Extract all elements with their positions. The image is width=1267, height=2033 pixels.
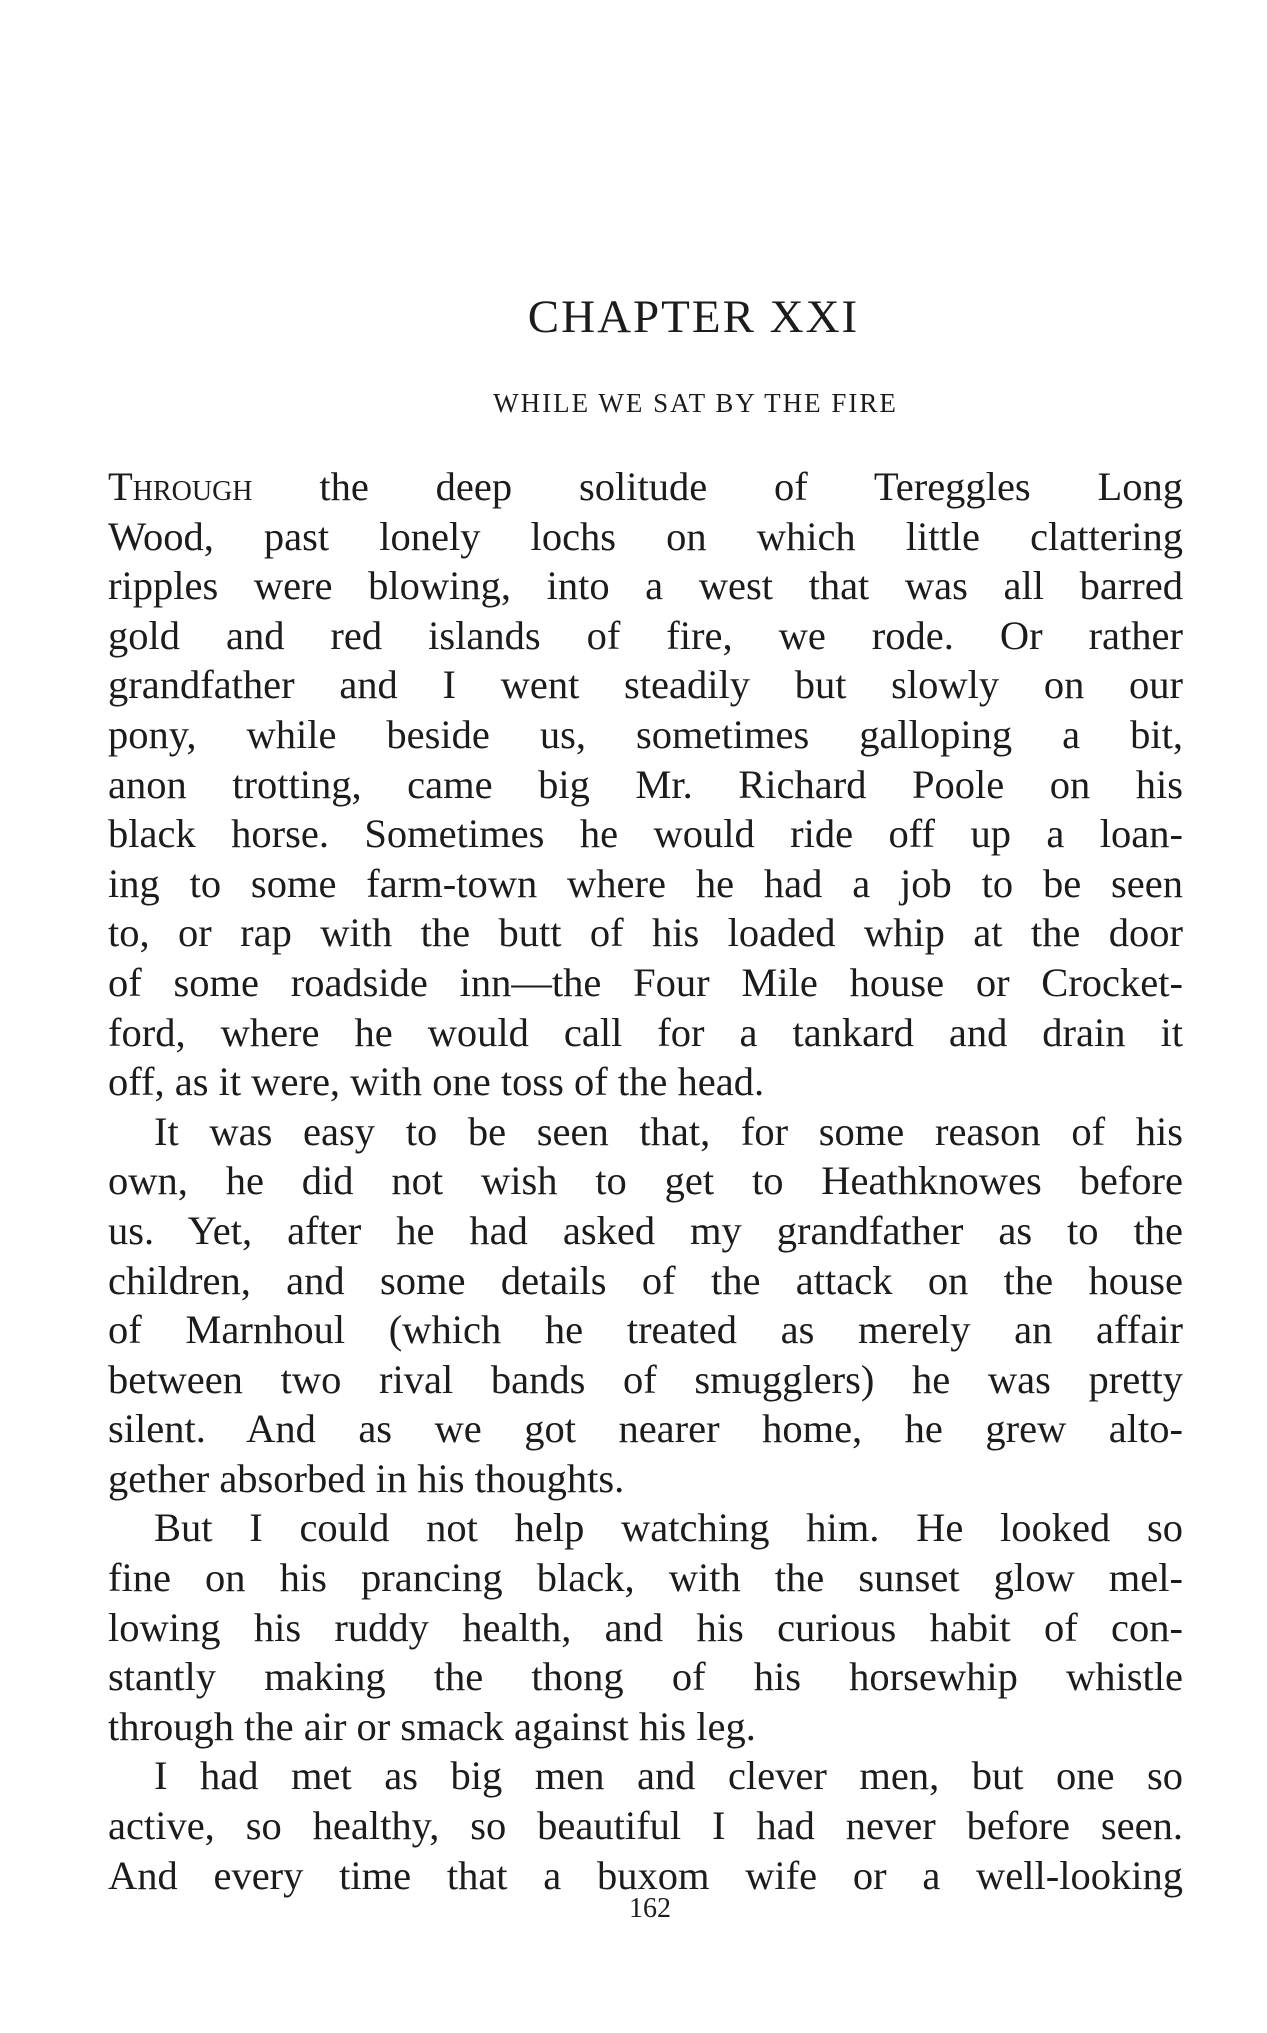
text-line: of some roadside inn—the Four Mile house or Crocket- xyxy=(108,959,1183,1005)
text-line: lowing his ruddy health, and his curious habit of con- xyxy=(108,1604,1183,1650)
text-line: It was easy to be seen that, for some reason of his xyxy=(154,1108,1183,1154)
text-line: grandfather and I went steadily but slowly on our xyxy=(108,662,1183,708)
text-line: pony, while beside us, sometimes galloping a bit, xyxy=(108,711,1183,757)
body-text xyxy=(108,462,1183,1900)
text-line: between two rival bands of smugglers) he was pretty xyxy=(108,1356,1183,1402)
text-line: I had met as big men and clever men, but one so xyxy=(154,1753,1183,1799)
text-line: silent. And as we got nearer home, he grew alto- xyxy=(108,1406,1183,1452)
text-line: fine on his prancing black, with the sunset glow mel- xyxy=(108,1555,1183,1601)
page-number: 162 xyxy=(629,1893,671,1924)
text-line: us. Yet, after he had asked my grandfather as to the xyxy=(108,1207,1183,1253)
text-line-content: the deep solitude of Tereggles Long xyxy=(252,464,1183,509)
text-line: And every time that a buxom wife or a well-looking xyxy=(108,1852,1183,1898)
chapter-subtitle: WHILE WE SAT BY THE FIRE xyxy=(493,388,898,418)
text-line xyxy=(108,462,1183,512)
text-line: through the air or smack against his leg. xyxy=(108,1703,756,1749)
text-line: active, so healthy, so beautiful I had never before seen. xyxy=(108,1803,1183,1849)
text-line: gold and red islands of fire, we rode. Or rather xyxy=(108,612,1183,658)
text-line: ripples were blowing, into a west that was all barred xyxy=(108,563,1183,609)
text-line: children, and some details of the attack on the house xyxy=(108,1257,1183,1303)
text-line: own, he did not wish to get to Heathknowes before xyxy=(108,1158,1183,1204)
text-line: to, or rap with the butt of his loaded whip at the door xyxy=(108,910,1183,956)
chapter-title: CHAPTER XXI xyxy=(527,291,860,343)
text-line: of Marnhoul (which he treated as merely an affair xyxy=(108,1307,1183,1353)
text-line: gether absorbed in his thoughts. xyxy=(108,1455,625,1501)
text-line: Wood, past lonely lochs on which little clattering xyxy=(108,513,1183,559)
text-line: ford, where he would call for a tankard and drain it xyxy=(108,1009,1183,1055)
text-line: ing to some farm-town where he had a job to be seen xyxy=(108,860,1183,906)
text-line: anon trotting, came big Mr. Richard Poole on his xyxy=(108,761,1183,807)
text-line: But I could not help watching him. He looked so xyxy=(154,1505,1183,1551)
text-line: stantly making the thong of his horsewhip whistle xyxy=(108,1654,1183,1700)
text-line: off, as it were, with one toss of the head. xyxy=(108,1059,765,1105)
text-line: black horse. Sometimes he would ride off up a loan- xyxy=(108,811,1183,857)
paragraph-lead-word: Through xyxy=(108,464,253,509)
